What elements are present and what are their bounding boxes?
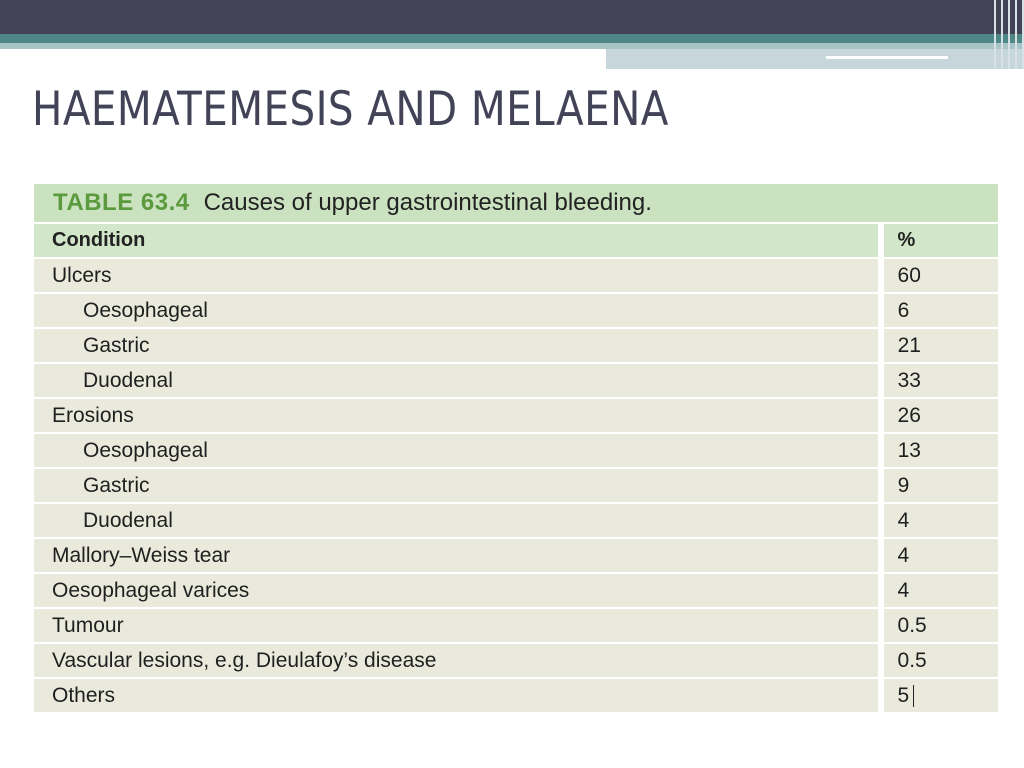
table-row — [34, 259, 998, 292]
percent-value: 5 — [897, 683, 910, 707]
percent-cell: 4 — [884, 574, 998, 607]
percent-cell: 0.5 — [884, 609, 998, 642]
table-row — [34, 539, 998, 572]
table-caption-text: Causes of upper gastrointestinal bleeding. — [203, 189, 652, 216]
condition-cell: Gastric — [34, 329, 878, 362]
percent-cell: 6 — [884, 294, 998, 327]
table-header-row — [34, 224, 998, 257]
percent-cell: 26 — [884, 399, 998, 432]
percent-cell: 4 — [884, 539, 998, 572]
percent-cell: 21 — [884, 329, 998, 362]
percent-cell-last[interactable] — [884, 679, 998, 712]
condition-cell: Oesophageal — [34, 434, 878, 467]
table-row — [34, 504, 998, 537]
table-row — [34, 644, 998, 677]
percent-cell: 0.5 — [884, 644, 998, 677]
header-band-teal — [0, 34, 1024, 43]
header-band-gap — [0, 49, 606, 69]
header-band-right-block — [606, 49, 1024, 69]
condition-cell: Others — [34, 679, 878, 712]
percent-cell: 9 — [884, 469, 998, 502]
table-row — [34, 609, 998, 642]
header-band-right-line — [826, 56, 948, 59]
header-band-dark — [0, 0, 1024, 34]
table-row — [34, 364, 998, 397]
condition-cell: Oesophageal — [34, 294, 878, 327]
percent-cell: 4 — [884, 504, 998, 537]
condition-cell: Oesophageal varices — [34, 574, 878, 607]
table-row — [34, 399, 998, 432]
condition-cell: Duodenal — [34, 364, 878, 397]
table-caption-number: TABLE 63.4 — [53, 189, 190, 216]
causes-table — [34, 184, 998, 712]
table-row — [34, 679, 998, 712]
condition-cell: Mallory–Weiss tear — [34, 539, 878, 572]
column-header-condition: Condition — [34, 224, 878, 257]
table-caption — [34, 184, 998, 222]
table-row — [34, 434, 998, 467]
slide-title: HAEMATEMESIS AND MELAENA — [32, 82, 669, 137]
condition-cell: Gastric — [34, 469, 878, 502]
condition-cell: Erosions — [34, 399, 878, 432]
table-row — [34, 574, 998, 607]
percent-cell: 33 — [884, 364, 998, 397]
percent-cell: 60 — [884, 259, 998, 292]
percent-cell: 13 — [884, 434, 998, 467]
column-header-percent: % — [884, 224, 998, 257]
text-cursor — [913, 685, 914, 707]
table-row — [34, 294, 998, 327]
condition-cell: Vascular lesions, e.g. Dieulafoy’s disease — [34, 644, 878, 677]
condition-cell: Ulcers — [34, 259, 878, 292]
condition-cell: Duodenal — [34, 504, 878, 537]
header-right-stripes — [994, 0, 1024, 69]
table-row — [34, 469, 998, 502]
condition-cell: Tumour — [34, 609, 878, 642]
table-row — [34, 329, 998, 362]
